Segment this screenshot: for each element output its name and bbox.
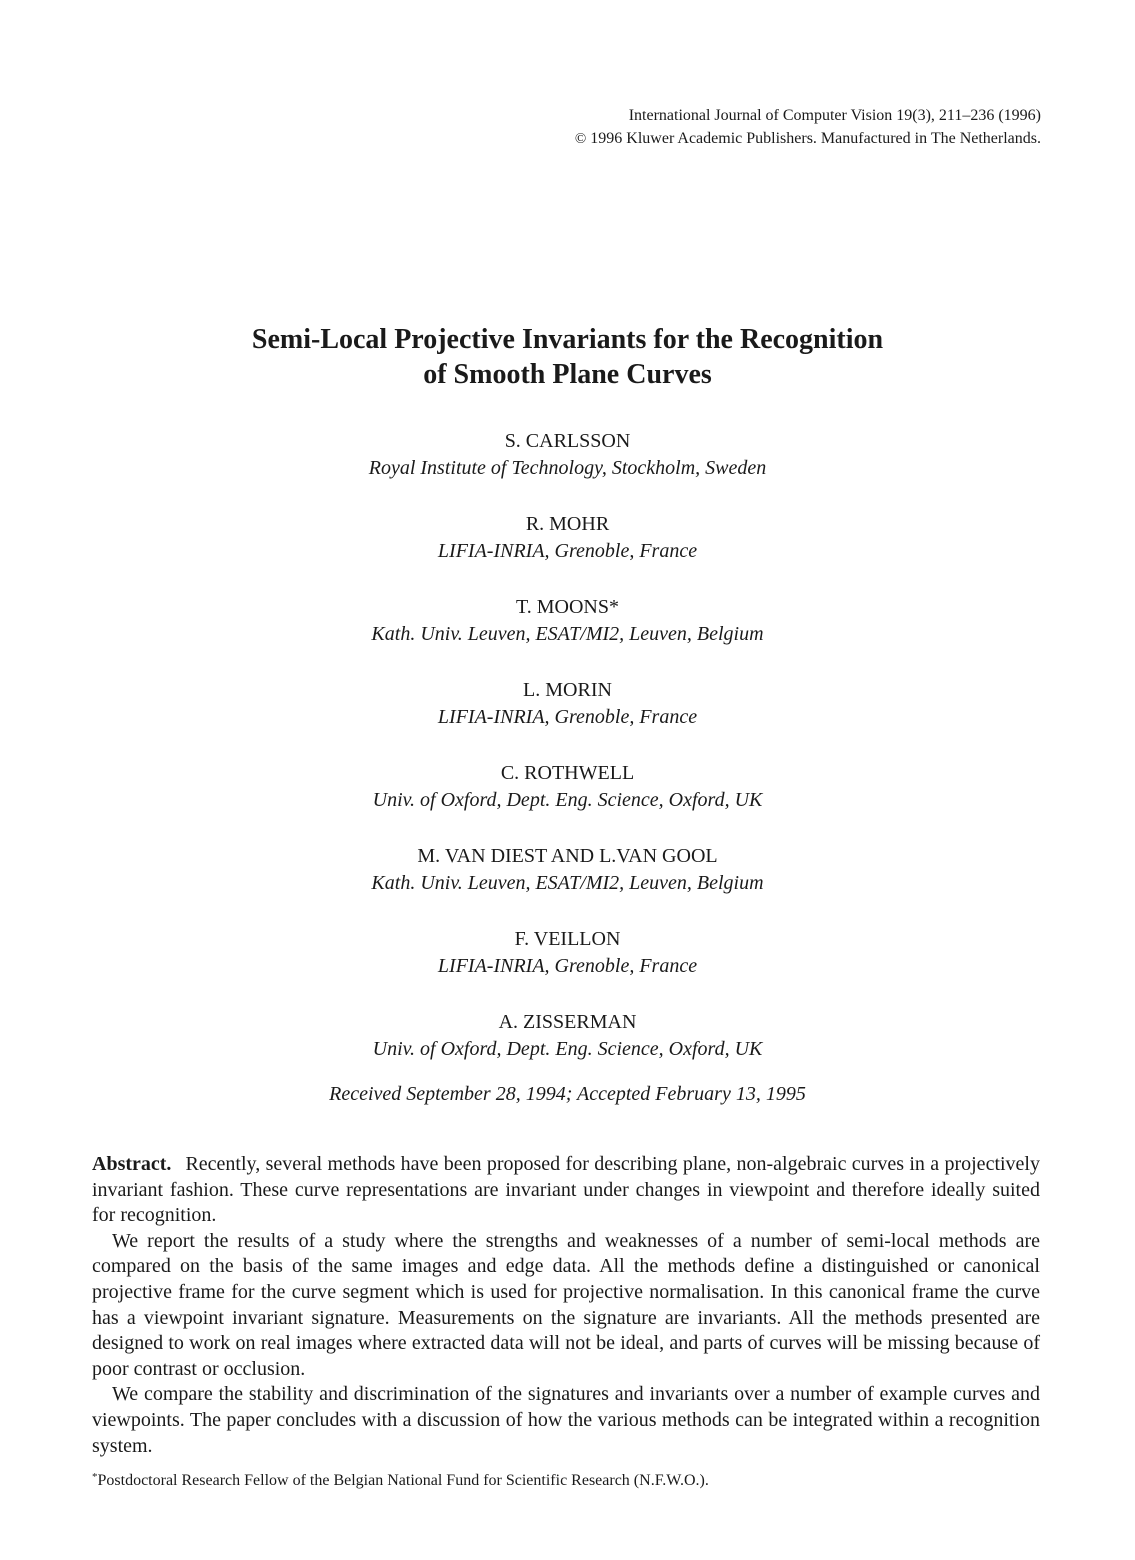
abstract-text: Recently, several methods have been proposed for describing plane, non-algebraic curves in a projectively invariant fashion. These curve representations are invariant under changes in viewpoint and therefore ideally suited for recognition. bbox=[92, 1153, 1040, 1227]
author-name: M. VAN DIEST AND L.VAN GOOL bbox=[417, 845, 718, 867]
footnote-text: Postdoctoral Research Fellow of the Belgian National Fund for Scientific Research (N.F.W.O.). bbox=[97, 1472, 709, 1489]
author-block bbox=[0, 427, 1135, 510]
author-affiliation: Univ. of Oxford, Dept. Eng. Science, Oxford, UK bbox=[372, 789, 763, 811]
author-affiliation: Kath. Univ. Leuven, ESAT/MI2, Leuven, Belgium bbox=[371, 872, 764, 894]
journal-citation: International Journal of Computer Vision 19(3), 211–236 (1996) bbox=[628, 107, 1041, 124]
author-affiliation: LIFIA-INRIA, Grenoble, France bbox=[437, 706, 698, 728]
abstract bbox=[92, 1152, 1040, 1459]
abstract-paragraph: We report the results of a study where the strengths and weaknesses of a number of semi-local methods are compared on the basis of the same images and edge data. All the methods define a distinguished or canonical projective frame for the curve segment which is used for projective normalisation. In this canonical frame the curve has a viewpoint invariant signature. Measurements on the signature are invariants. All the methods presented are designed to work on real images where extracted data will not be ideal, and parts of curves will be missing because of poor contrast or occlusion. bbox=[92, 1229, 1040, 1380]
author-name: A. ZISSERMAN bbox=[498, 1011, 637, 1033]
author-affiliation: LIFIA-INRIA, Grenoble, France bbox=[437, 540, 698, 562]
author-block bbox=[0, 676, 1135, 759]
journal-header bbox=[575, 104, 1041, 151]
copyright-icon: © bbox=[574, 131, 587, 147]
author-name: L. MORIN bbox=[523, 679, 612, 701]
received-dates: Received September 28, 1994; Accepted February 13, 1995 bbox=[329, 1083, 806, 1105]
paper-title bbox=[0, 322, 1135, 392]
author-block bbox=[0, 842, 1135, 925]
author-name: T. MOONS* bbox=[516, 596, 619, 618]
title-line-2: of Smooth Plane Curves bbox=[423, 359, 712, 390]
author-block bbox=[0, 925, 1135, 1008]
author-affiliation: Kath. Univ. Leuven, ESAT/MI2, Leuven, Belgium bbox=[371, 623, 764, 645]
author-name: S. CARLSSON bbox=[504, 430, 631, 452]
author-name: R. MOHR bbox=[525, 513, 610, 535]
abstract-paragraph bbox=[92, 1152, 1040, 1229]
footnote-marker: * bbox=[92, 1471, 98, 1483]
abstract-paragraph: We compare the stability and discrimination of the signatures and invariants over a number of example curves and viewpoints. The paper concludes with a discussion of how the various methods can be integrated within a recognition system. bbox=[92, 1383, 1040, 1457]
author-block bbox=[0, 1008, 1135, 1091]
author-affiliation: LIFIA-INRIA, Grenoble, France bbox=[437, 955, 698, 977]
author-block bbox=[0, 510, 1135, 593]
title-line-1: Semi-Local Projective Invariants for the Recognition bbox=[251, 324, 884, 355]
author-name: F. VEILLON bbox=[514, 928, 621, 950]
author-block bbox=[0, 593, 1135, 676]
copyright-text: 1996 Kluwer Academic Publishers. Manufactured in The Netherlands. bbox=[586, 130, 1041, 147]
footnote bbox=[92, 1470, 1040, 1492]
author-list bbox=[0, 427, 1135, 1091]
author-affiliation: Univ. of Oxford, Dept. Eng. Science, Oxford, UK bbox=[372, 1038, 763, 1060]
author-name: C. ROTHWELL bbox=[500, 762, 635, 784]
author-affiliation: Royal Institute of Technology, Stockholm, Sweden bbox=[368, 457, 767, 479]
abstract-label: Abstract. bbox=[92, 1153, 172, 1175]
copyright-line bbox=[575, 127, 1041, 151]
author-block bbox=[0, 759, 1135, 842]
